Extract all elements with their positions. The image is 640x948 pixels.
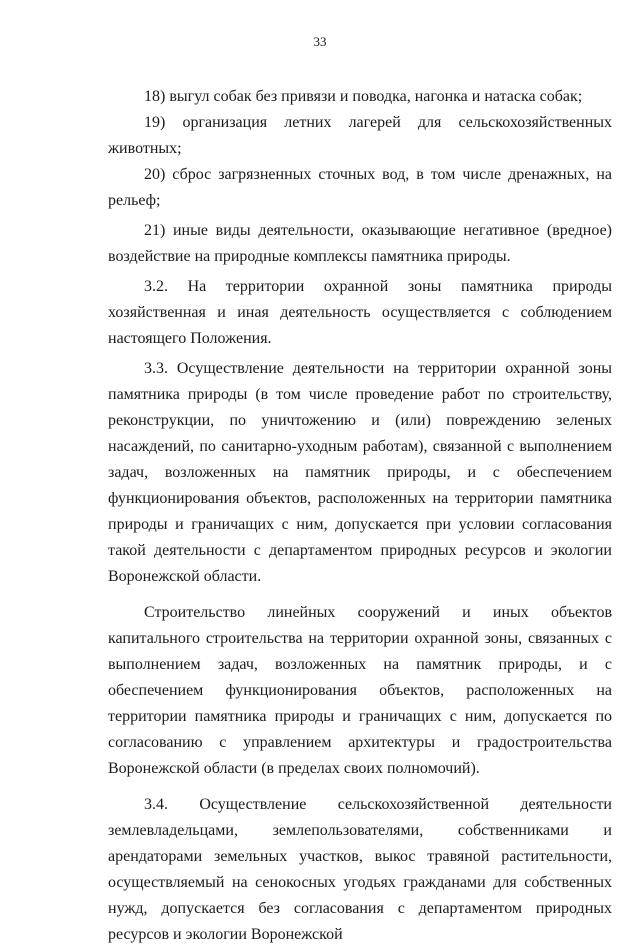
list-item-18: 18) выгул собак без привязи и поводка, нагонка и натаска собак; (144, 88, 583, 105)
document-body (108, 84, 612, 948)
list-item-21: 21) иные виды деятельности, оказывающие негативное (вредное) воздействие на природные комплексы памятника природы. (108, 222, 612, 265)
paragraph-3-3: 3.3. Осуществление деятельности на территории охранной зоны памятника природы (в том числе проведение работ по строительству, реконструкции, по уничтожению и (или) повреждению зеленых насаждений, по санитарно-уходным работам), связанной с выполнением задач, возложенных на памятник природы, и с обеспечением функционирования объектов, расположенных на территории памятника природы и граничащих с ним, допускается при условии согласования такой деятельности с департаментом природных ресурсов и экологии Воронежской области. (108, 360, 612, 585)
paragraph-construction: Строительство линейных сооружений и иных объектов капитального строительства на территории охранной зоны, связанных с выполнением задач, возложенных на памятник природы, и с обеспечением функционирования объектов, расположенных на территории памятника природы и граничащих с ним, допускается по согласованию с управлением архитектуры и градостроительства Воронежской области (в пределах своих полномочий). (108, 604, 612, 777)
paragraph-3-4: 3.4. Осуществление сельскохозяйственной деятельности землевладельцами, землепользователями, собственниками и арендаторами земельных участков, выкос травяной растительности, осуществляемый на сенокосных угодьях гражданами для собственных нужд, допускается без согласования с департаментом природных ресурсов и экологии Воронежской (108, 796, 612, 943)
list-item-19: 19) организация летних лагерей для сельскохозяйственных животных; (108, 114, 612, 157)
list-item-20: 20) сброс загрязненных сточных вод, в том числе дренажных, на рельеф; (108, 166, 612, 209)
page-number: 33 (313, 34, 327, 49)
paragraph-3-2: 3.2. На территории охранной зоны памятника природы хозяйственная и иная деятельность осуществляется с соблюдением настоящего Положения. (108, 278, 612, 347)
